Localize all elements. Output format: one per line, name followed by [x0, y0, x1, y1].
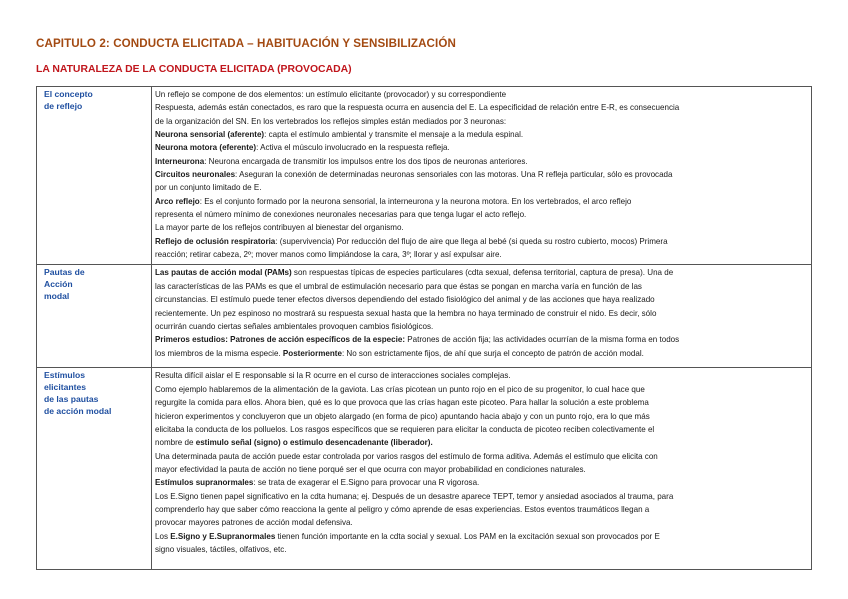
text-run: : se trata de exagerar el E.Signo para provocar una R vigorosa. [253, 478, 480, 488]
text-line [155, 101, 808, 114]
concept-label-cell [37, 368, 152, 570]
text-line [155, 266, 808, 279]
text-run: Un reflejo se compone de dos elementos: un estímulo elicitante (provocador) y su correspondiente [155, 90, 507, 99]
text-line [155, 396, 808, 409]
text-line [155, 293, 808, 306]
text-run: Los E.Signo tienen papel significativo en la cdta humana; ej. Después de un desastre aparece TEPT, temor y ansiedad asociados al trauma, para [155, 491, 674, 501]
bold-term: Interneurona [155, 156, 205, 166]
text-line [155, 280, 808, 293]
text-line [155, 543, 808, 556]
text-run: ocurrirán cuando ciertas señales ambientales provoquen cambios fisiológicos. [155, 321, 434, 331]
text-line [155, 221, 808, 234]
table-row [37, 368, 812, 570]
bold-term: Posteriormente [282, 348, 342, 358]
text-line [155, 88, 808, 101]
text-run: : Aseguran la conexión de determinadas neuronas sensoriales con las motoras. Una R refleja particular, sólo es provocada [235, 170, 673, 180]
text-run: Respuesta, además están conectados, es raro que la respuesta ocurra en ausencia del E. La especificidad de relación entre E-R, es consecuencia [155, 103, 680, 113]
concept-description-cell [152, 368, 812, 570]
text-run: las características de las PAMs es que el umbral de estimulación necesario para que éstas se pongan en marcha varía en función de las [155, 281, 642, 291]
concept-label-line: de acción modal [44, 406, 112, 417]
concept-label-line: elicitantes [44, 382, 87, 393]
text-line [155, 168, 808, 181]
text-run: comprenderlo hay que saber cómo reacciona la gente al peligro y cómo aprende de esas experiencias. Estos eventos traumáticos llegan a [155, 504, 650, 514]
text-run: : capta el estímulo ambiental y transmite el mensaje a la medula espinal. [264, 130, 524, 140]
text-run: mayor efectividad la pauta de acción no tiene porqué ser el que ocurra con mayor probabilidad en condiciones naturales. [155, 464, 586, 474]
concept-label-line: Acción [44, 279, 73, 290]
concept-label-line: El concepto [44, 89, 93, 99]
text-line [155, 195, 808, 208]
text-line [155, 235, 808, 248]
text-line [155, 155, 808, 168]
concept-label-line: de las pautas [44, 394, 99, 405]
text-run: son respuestas típicas de especies particulares (cdta sexual, defensa territorial, captura de presa). Una de [291, 268, 674, 278]
text-run: representa el número mínimo de conexiones neuronales necesarias para que tenga lugar el acto reflejo. [155, 210, 527, 220]
text-run: recientemente. Un pez espinoso no mostrará su respuesta sexual hasta que la hembra no haya terminado de construir el nido. Es decir, sólo [155, 308, 657, 318]
text-line [155, 530, 808, 543]
text-run: tienen función importante en la cdta social y sexual. Los PAM en la excitación sexual son provocados por E [275, 531, 660, 541]
text-line [155, 141, 808, 154]
text-run: elicitaba la conducta de los polluelos. Los rasgos específicos que se requieren para elicitar la conducta de picoteo reciben colectivamente el [155, 424, 655, 434]
concept-label-line: Estímulos [44, 370, 86, 381]
text-line [155, 410, 808, 423]
text-line [155, 436, 808, 449]
concept-label-cell [37, 87, 152, 265]
text-run: reacción; retirar cabeza, 2º; mover manos como limpiándose la cara, 3º; llorar y así expulsar aire. [155, 250, 502, 260]
text-run: los miembros de la misma especie. [155, 348, 283, 358]
bold-term: E.Signo y E.Supranormales [170, 531, 276, 541]
bold-term: Estímulos supranormales [155, 478, 254, 488]
text-line [155, 307, 808, 320]
text-run: Patrones de acción fija; las actividades ocurrían de la misma forma en todos [405, 335, 680, 345]
text-run: : No son estrictamente fijos, de ahí que surja el concepto de patrón de acción modal. [341, 348, 644, 358]
bold-term: estimulo señal (signo) o estimulo desencadenante (liberador). [195, 438, 433, 448]
text-line [155, 423, 808, 436]
text-run: regurgite la comida para ellos. Ahora bien, qué es lo que provoca que las crías hagan este picoteo. Para hallar la solución a este problema [155, 398, 649, 408]
text-run: hicieron experimentos y concluyeron que un objeto alargado (en forma de pico) apuntando hacia abajo y con un punto rojo, era lo que más [155, 411, 650, 421]
text-line [155, 450, 808, 463]
text-run: : Es el conjunto formado por la neurona sensorial, la interneurona y la neurona motora. En los vertebrados, el arco reflejo [199, 196, 632, 206]
text-run: : (supervivencia) Por reducción del flujo de aire que llega al bebé (si queda su rostro cubierto, mocos) Primera [275, 236, 668, 246]
text-line [155, 115, 808, 128]
text-line [155, 476, 808, 489]
text-run: circunstancias. El estímulo puede tener efectos diversos dependiendo del estado fisiológico del animal y de las acciones que haya realizado [155, 295, 655, 305]
bold-term: Las pautas de acción modal (PAMs) [155, 268, 292, 278]
section-title: LA NATURALEZA DE LA CONDUCTA ELICITADA (PROVOCADA) [36, 64, 352, 75]
chapter-title: CAPITULO 2: CONDUCTA ELICITADA – HABITUACIÓN Y SENSIBILIZACIÓN [36, 37, 456, 50]
text-run: : Neurona encargada de transmitir los impulsos entre los dos tipos de neuronas anteriores. [204, 156, 528, 166]
text-line [155, 369, 808, 382]
table-row [37, 265, 812, 368]
text-run: signo visuales, táctiles, olfativos, etc. [155, 544, 287, 554]
text-line [155, 463, 808, 476]
bold-term: Neurona motora (eferente) [155, 143, 257, 153]
text-line [155, 490, 808, 503]
table-row [37, 87, 812, 265]
text-run: La mayor parte de los reflejos contribuyen al bienestar del organismo. [155, 223, 404, 233]
text-line [155, 248, 808, 261]
bold-term: Arco reflejo [155, 196, 200, 206]
concept-description-cell [152, 87, 812, 265]
text-run: provocar mayores patrones de acción modal defensiva. [155, 518, 353, 528]
concept-label-line: de reflejo [44, 101, 83, 111]
content-table [36, 86, 812, 570]
text-run: nombre de [155, 438, 196, 448]
text-run: de la organización del SN. En los vertebrados los reflejos simples están mediados por 3 neuronas: [155, 116, 507, 126]
text-line [155, 516, 808, 529]
bold-term: Primeros estudios: Patrones de acción específicos de la especie: [155, 335, 405, 345]
text-run: Como ejemplo hablaremos de la alimentación de la gaviota. Las crías picotean un punto rojo en el pico de su progenitor, lo cual hace que [155, 384, 645, 394]
text-run: Los [155, 531, 171, 541]
text-line [155, 181, 808, 194]
bold-term: Circuitos neuronales [155, 170, 236, 180]
text-line [155, 128, 808, 141]
concept-description-cell [152, 265, 812, 368]
text-run: por un conjunto limitado de E. [155, 183, 262, 193]
text-line [155, 208, 808, 221]
text-line [155, 333, 808, 346]
concept-label-line: Pautas de [44, 267, 85, 278]
bold-term: Neurona sensorial (aferente) [155, 130, 265, 140]
concept-label-line: modal [44, 291, 70, 302]
text-run: : Activa el músculo involucrado en la respuesta refleja. [256, 143, 450, 153]
text-line [155, 347, 808, 360]
text-line [155, 383, 808, 396]
text-line [155, 503, 808, 516]
bold-term: Reflejo de oclusión respiratoria [155, 236, 276, 246]
text-line [155, 320, 808, 333]
text-run: Resulta difícil aislar el E responsable si la R ocurre en el curso de interacciones sociales complejas. [155, 371, 511, 381]
concept-label-cell [37, 265, 152, 368]
text-run: Una determinada pauta de acción puede estar controlada por varios rasgos del estímulo de forma aditiva. Además el estímulo que elicita con [155, 451, 658, 461]
